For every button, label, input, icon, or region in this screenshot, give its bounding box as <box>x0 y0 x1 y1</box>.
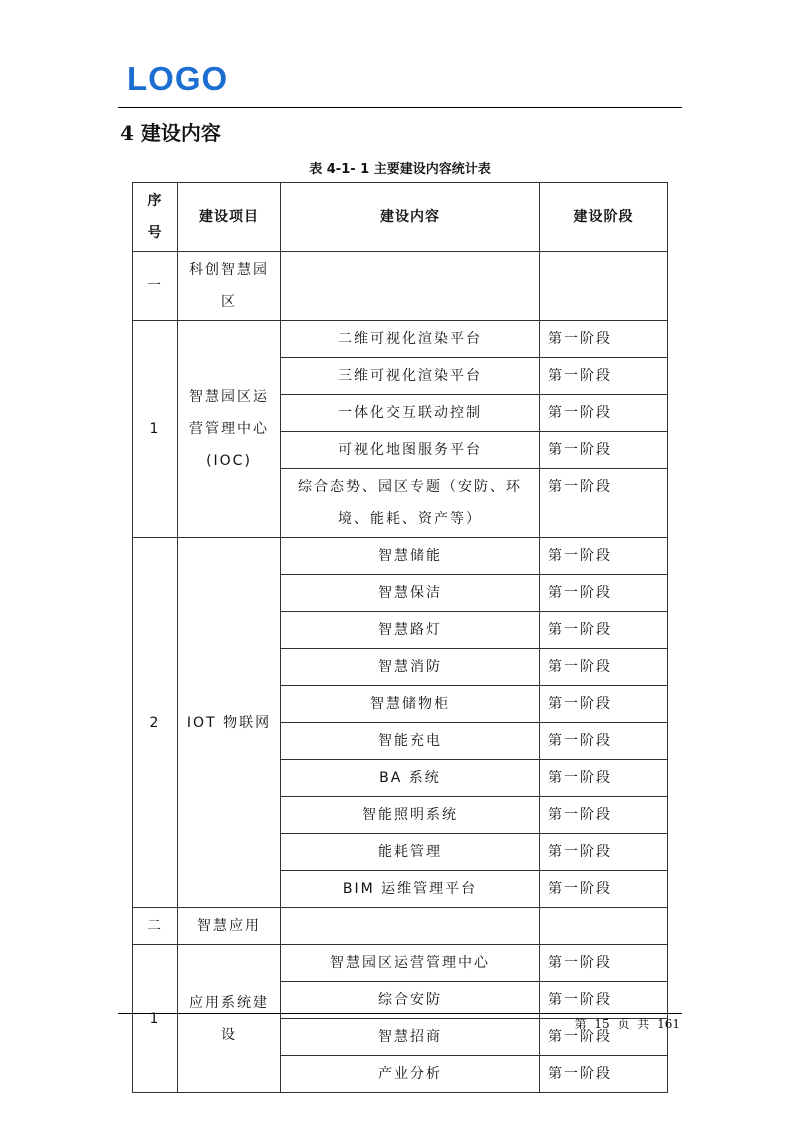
table-row <box>133 538 668 575</box>
content-cell: 二维可视化渲染平台 <box>281 321 540 358</box>
group-row <box>133 252 668 321</box>
sub-index: 1 <box>133 321 178 538</box>
content-cell: 产业分析 <box>281 1056 540 1093</box>
stage-cell: 第一阶段 <box>540 469 668 538</box>
header-cell-content: 建设内容 <box>281 183 540 252</box>
stage-cell: 第一阶段 <box>540 321 668 358</box>
stage-cell: 第一阶段 <box>540 1019 668 1056</box>
content-cell: 智慧储物柜 <box>281 686 540 723</box>
sub-project: 应用系统建设 <box>178 945 281 1093</box>
group-stage <box>540 252 668 321</box>
stage-cell: 第一阶段 <box>540 358 668 395</box>
table-row <box>133 321 668 358</box>
content-cell: 智慧储能 <box>281 538 540 575</box>
stage-cell: 第一阶段 <box>540 797 668 834</box>
stage-cell: 第一阶段 <box>540 649 668 686</box>
header-cell-project: 建设项目 <box>178 183 281 252</box>
content-cell: 一体化交互联动控制 <box>281 395 540 432</box>
stage-cell: 第一阶段 <box>540 686 668 723</box>
group-content <box>281 252 540 321</box>
company-logo: LOGO <box>127 60 229 97</box>
stage-cell: 第一阶段 <box>540 871 668 908</box>
header-divider <box>118 107 682 108</box>
content-cell: 智慧招商 <box>281 1019 540 1056</box>
group-stage <box>540 908 668 945</box>
table-row <box>133 945 668 982</box>
group-project: 科创智慧园区 <box>178 252 281 321</box>
content-cell: BIM 运维管理平台 <box>281 871 540 908</box>
content-cell: 可视化地图服务平台 <box>281 432 540 469</box>
content-cell: 三维可视化渲染平台 <box>281 358 540 395</box>
section-title: 4 建设内容 <box>120 121 221 145</box>
stage-cell: 第一阶段 <box>540 538 668 575</box>
stage-cell: 第一阶段 <box>540 982 668 1019</box>
stage-cell: 第一阶段 <box>540 612 668 649</box>
content-cell: 能耗管理 <box>281 834 540 871</box>
stage-cell: 第一阶段 <box>540 1056 668 1093</box>
content-cell: 智能照明系统 <box>281 797 540 834</box>
header-cell-index: 序号 <box>133 183 178 252</box>
content-cell: 智能充电 <box>281 723 540 760</box>
content-cell: 综合态势、园区专题（安防、环境、能耗、资产等） <box>281 469 540 538</box>
footer-divider <box>118 1013 682 1014</box>
group-row <box>133 908 668 945</box>
stage-cell: 第一阶段 <box>540 945 668 982</box>
sub-project: IOT 物联网 <box>178 538 281 908</box>
group-content <box>281 908 540 945</box>
sub-index: 1 <box>133 945 178 1093</box>
content-cell: BA 系统 <box>281 760 540 797</box>
table-header-row <box>133 183 668 252</box>
sub-index: 2 <box>133 538 178 908</box>
content-cell: 智慧路灯 <box>281 612 540 649</box>
group-project: 智慧应用 <box>178 908 281 945</box>
sub-project: 智慧园区运营管理中心(IOC) <box>178 321 281 538</box>
header-cell-stage: 建设阶段 <box>540 183 668 252</box>
group-index: 一 <box>133 252 178 321</box>
content-cell: 智慧保洁 <box>281 575 540 612</box>
stage-cell: 第一阶段 <box>540 395 668 432</box>
construction-content-table <box>132 182 668 1093</box>
group-index: 二 <box>133 908 178 945</box>
content-cell: 智慧消防 <box>281 649 540 686</box>
stage-cell: 第一阶段 <box>540 575 668 612</box>
content-cell: 智慧园区运营管理中心 <box>281 945 540 982</box>
content-cell: 综合安防 <box>281 982 540 1019</box>
stage-cell: 第一阶段 <box>540 432 668 469</box>
table-caption: 表 4-1- 1 主要建设内容统计表 <box>309 162 491 177</box>
stage-cell: 第一阶段 <box>540 834 668 871</box>
stage-cell: 第一阶段 <box>540 723 668 760</box>
stage-cell: 第一阶段 <box>540 760 668 797</box>
page-number: 第 15 页 共 161 <box>574 1017 680 1031</box>
